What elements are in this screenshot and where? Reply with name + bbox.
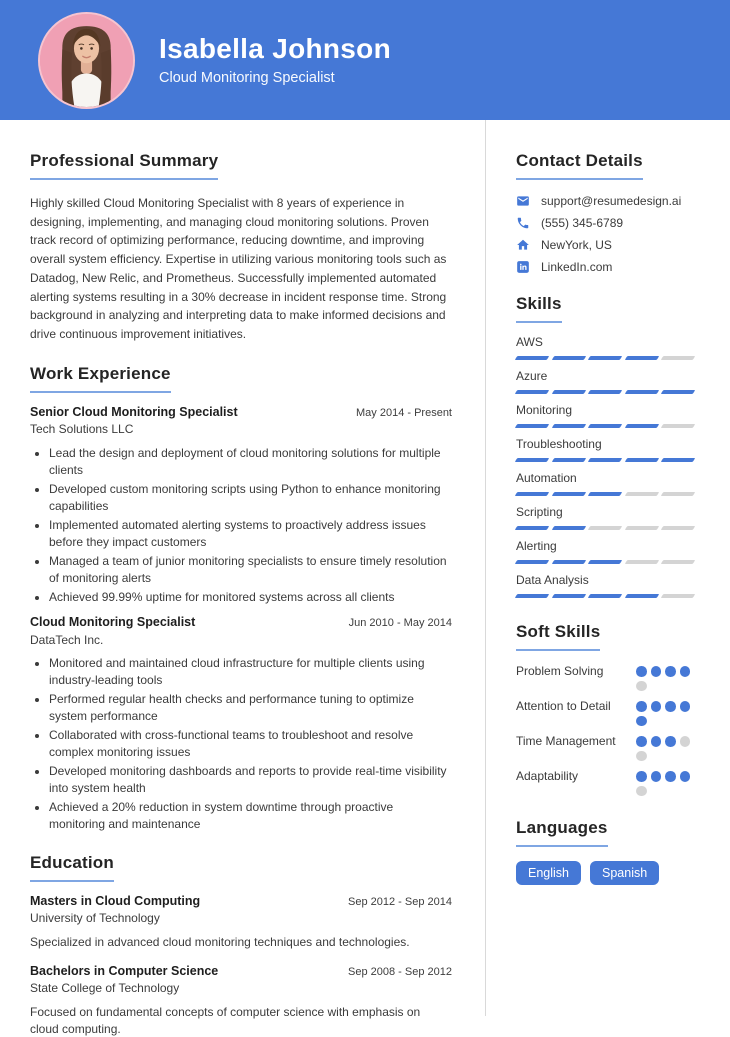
summary-text: Highly skilled Cloud Monitoring Specialist with 8 years of experience in designing, implementing, and managing cloud monitoring solutions. Proven track record of optimizing performance, reducing downtime, and improving overall system efficiency. Expertise in utilizing various monitoring tools such as Datadog, New Relic, and Prometheus. Successfully implemented automated alerting systems resulting in a 30% decrease in incident response time. Strong background in analyzing and interpreting data to make informed decisions and drive continuous improvement initiatives. — [30, 196, 447, 342]
contact-list — [516, 194, 694, 274]
skill-item — [516, 471, 694, 496]
job-dates: Jun 2010 - May 2014 — [348, 616, 452, 629]
contact-text: support@resumedesign.ai — [541, 194, 682, 208]
soft-skill-name: Adaptability — [516, 769, 579, 783]
skill-segment-empty — [661, 356, 695, 360]
skill-segment-empty — [661, 424, 695, 428]
soft-skill-dot-filled — [636, 666, 647, 677]
contact-item — [516, 238, 694, 252]
soft-skills-list — [516, 663, 694, 796]
job-entry — [30, 405, 452, 606]
soft-skill-dot-filled — [651, 771, 662, 782]
email-icon — [516, 194, 530, 208]
soft-skill-dots — [636, 768, 694, 796]
skill-segment-empty — [588, 526, 622, 530]
skill-level-bar — [516, 560, 694, 564]
soft-skill-dot-filled — [680, 771, 691, 782]
contact-item — [516, 194, 694, 208]
skill-level-bar — [516, 594, 694, 598]
skill-item — [516, 573, 694, 598]
job-dates: May 2014 - Present — [356, 406, 452, 419]
soft-skill-dot-filled — [665, 736, 676, 747]
soft-skill-dot-filled — [680, 666, 691, 677]
soft-skill-dot-filled — [636, 716, 647, 727]
skill-segment-filled — [551, 458, 585, 462]
job-bullet: • Achieved a 20% reduction in system downtime through proactive monitoring and maintenance — [49, 799, 452, 832]
education-description: Specialized in advanced cloud monitoring techniques and technologies. — [30, 934, 410, 949]
section-soft-skills — [516, 622, 694, 796]
education-degree: Masters in Cloud Computing — [30, 893, 201, 908]
languages-list — [516, 861, 694, 885]
skill-item — [516, 505, 694, 530]
phone-icon — [516, 216, 530, 230]
section-work-experience — [30, 364, 452, 833]
skill-segment-filled — [515, 356, 549, 360]
person-job-title: Cloud Monitoring Specialist — [159, 70, 335, 87]
contact-item — [516, 216, 694, 230]
summary-heading: Professional Summary — [30, 151, 218, 180]
soft-skill-item — [516, 698, 694, 726]
skill-segment-filled — [625, 458, 659, 462]
skill-level-bar — [516, 390, 694, 394]
skill-name: AWS — [516, 335, 543, 349]
skill-name: Monitoring — [516, 403, 573, 417]
work-heading: Work Experience — [30, 364, 171, 393]
skill-segment-empty — [625, 526, 659, 530]
education-dates: Sep 2008 - Sep 2012 — [348, 965, 452, 978]
language-badge: English — [516, 861, 581, 885]
header-banner — [0, 0, 730, 120]
skill-segment-filled — [588, 458, 622, 462]
skill-segment-empty — [625, 560, 659, 564]
skill-segment-filled — [515, 424, 549, 428]
skill-segment-filled — [588, 594, 622, 598]
skill-segment-filled — [661, 390, 695, 394]
soft-skill-name: Problem Solving — [516, 664, 604, 678]
skill-segment-filled — [551, 526, 585, 530]
skill-segment-filled — [515, 458, 549, 462]
skill-segment-filled — [515, 594, 549, 598]
skills-list — [516, 335, 694, 598]
job-bullet: • Managed a team of junior monitoring specialists to ensure timely resolution of monitoring alerts — [49, 553, 452, 586]
soft-skill-dots — [636, 698, 694, 726]
skill-item — [516, 539, 694, 564]
contact-item — [516, 260, 694, 274]
language-badge: Spanish — [590, 861, 659, 885]
soft-skill-dot-empty — [636, 786, 647, 797]
skill-segment-filled — [625, 356, 659, 360]
skill-level-bar — [516, 424, 694, 428]
contact-text: LinkedIn.com — [541, 260, 613, 274]
skill-segment-filled — [588, 492, 622, 496]
skills-heading: Skills — [516, 294, 562, 323]
job-bullet: • Monitored and maintained cloud infrastructure for multiple clients using industry-leading tools — [49, 655, 452, 688]
soft-skill-dot-filled — [665, 771, 676, 782]
skill-item — [516, 335, 694, 360]
soft-skill-dots — [636, 663, 694, 691]
profile-photo — [40, 14, 133, 107]
skill-segment-filled — [551, 424, 585, 428]
section-professional-summary — [30, 151, 452, 344]
skill-segment-empty — [661, 560, 695, 564]
soft-skill-item — [516, 768, 694, 796]
education-degree: Bachelors in Computer Science — [30, 963, 219, 978]
skill-segment-empty — [661, 594, 695, 598]
job-entry — [30, 615, 452, 833]
skill-item — [516, 403, 694, 428]
home-icon — [516, 238, 530, 252]
soft-skills-heading: Soft Skills — [516, 622, 600, 651]
education-heading: Education — [30, 853, 114, 882]
skill-segment-filled — [515, 390, 549, 394]
job-company: Tech Solutions LLC — [30, 422, 134, 437]
skill-segment-empty — [625, 492, 659, 496]
soft-skill-dot-empty — [636, 751, 647, 762]
job-bullet: • Collaborated with cross-functional teams to troubleshoot and resolve complex monitoring issues — [49, 727, 452, 760]
job-bullet: • Implemented automated alerting systems to proactively address issues before they impact customers — [49, 517, 452, 550]
soft-skill-name: Time Management — [516, 734, 616, 748]
jobs-list — [30, 405, 452, 833]
avatar — [38, 12, 135, 109]
skill-name: Data Analysis — [516, 573, 589, 587]
skill-segment-filled — [588, 356, 622, 360]
soft-skill-item — [516, 733, 694, 761]
skill-segment-filled — [661, 458, 695, 462]
skill-name: Azure — [516, 369, 548, 383]
linkedin-icon — [516, 260, 530, 274]
education-dates: Sep 2012 - Sep 2014 — [348, 895, 452, 908]
skill-segment-empty — [661, 526, 695, 530]
skill-segment-filled — [551, 492, 585, 496]
soft-skill-dot-filled — [636, 701, 647, 712]
skill-segment-filled — [625, 424, 659, 428]
education-entry — [30, 894, 452, 951]
job-bullet: • Lead the design and deployment of cloud monitoring solutions for multiple clients — [49, 445, 452, 478]
contact-heading: Contact Details — [516, 151, 643, 180]
skill-name: Troubleshooting — [516, 437, 602, 451]
soft-skill-dot-filled — [636, 736, 647, 747]
column-divider — [485, 120, 486, 1016]
skill-segment-filled — [551, 390, 585, 394]
job-title: Senior Cloud Monitoring Specialist — [30, 404, 238, 419]
skill-segment-filled — [625, 594, 659, 598]
skill-segment-filled — [588, 560, 622, 564]
section-skills — [516, 294, 694, 598]
main-column — [30, 120, 452, 1036]
skill-level-bar — [516, 356, 694, 360]
person-name: Isabella Johnson — [159, 32, 391, 64]
job-bullet: • Performed regular health checks and performance tuning to optimize system performance — [49, 691, 452, 724]
job-bullet: • Developed custom monitoring scripts using Python to enhance monitoring capabilities — [49, 481, 452, 514]
job-company: DataTech Inc. — [30, 632, 104, 647]
skill-segment-filled — [515, 560, 549, 564]
soft-skill-dot-filled — [680, 701, 691, 712]
soft-skill-dot-filled — [651, 666, 662, 677]
education-description: Focused on fundamental concepts of computer science with emphasis on cloud computing. — [30, 1004, 421, 1036]
soft-skill-dot-filled — [651, 736, 662, 747]
job-bullet-list — [30, 445, 452, 606]
soft-skill-dot-filled — [636, 771, 647, 782]
soft-skill-dot-filled — [651, 701, 662, 712]
skill-segment-filled — [588, 390, 622, 394]
contact-text: (555) 345-6789 — [541, 216, 624, 230]
skill-segment-filled — [515, 526, 549, 530]
skill-segment-filled — [588, 424, 622, 428]
job-bullet: • Developed monitoring dashboards and reports to provide real-time visibility into system health — [49, 763, 452, 796]
skill-level-bar — [516, 492, 694, 496]
skill-level-bar — [516, 458, 694, 462]
job-bullet-list — [30, 655, 452, 832]
sidebar — [516, 120, 694, 1024]
skill-segment-filled — [551, 594, 585, 598]
soft-skill-item — [516, 663, 694, 691]
soft-skill-dot-filled — [665, 666, 676, 677]
soft-skill-dot-empty — [680, 736, 691, 747]
skill-segment-empty — [661, 492, 695, 496]
section-languages — [516, 818, 694, 885]
education-entry — [30, 964, 452, 1037]
soft-skill-dot-filled — [665, 701, 676, 712]
skill-item — [516, 437, 694, 462]
skill-segment-filled — [551, 560, 585, 564]
education-school: State College of Technology — [30, 981, 180, 996]
section-education — [30, 853, 452, 1037]
skill-segment-filled — [515, 492, 549, 496]
languages-heading: Languages — [516, 818, 608, 847]
contact-text: NewYork, US — [541, 238, 612, 252]
skill-segment-filled — [551, 356, 585, 360]
job-bullet: • Achieved 99.99% uptime for monitored systems across all clients — [49, 589, 452, 606]
skill-name: Automation — [516, 471, 577, 485]
education-list — [30, 894, 452, 1037]
soft-skill-dot-empty — [636, 681, 647, 692]
soft-skill-name: Attention to Detail — [516, 699, 611, 713]
skill-level-bar — [516, 526, 694, 530]
education-school: University of Technology — [30, 911, 160, 926]
skill-name: Scripting — [516, 505, 563, 519]
soft-skill-dots — [636, 733, 694, 761]
section-contact-details — [516, 151, 694, 274]
skill-name: Alerting — [516, 539, 557, 553]
skill-item — [516, 369, 694, 394]
job-title: Cloud Monitoring Specialist — [30, 614, 196, 629]
skill-segment-filled — [625, 390, 659, 394]
